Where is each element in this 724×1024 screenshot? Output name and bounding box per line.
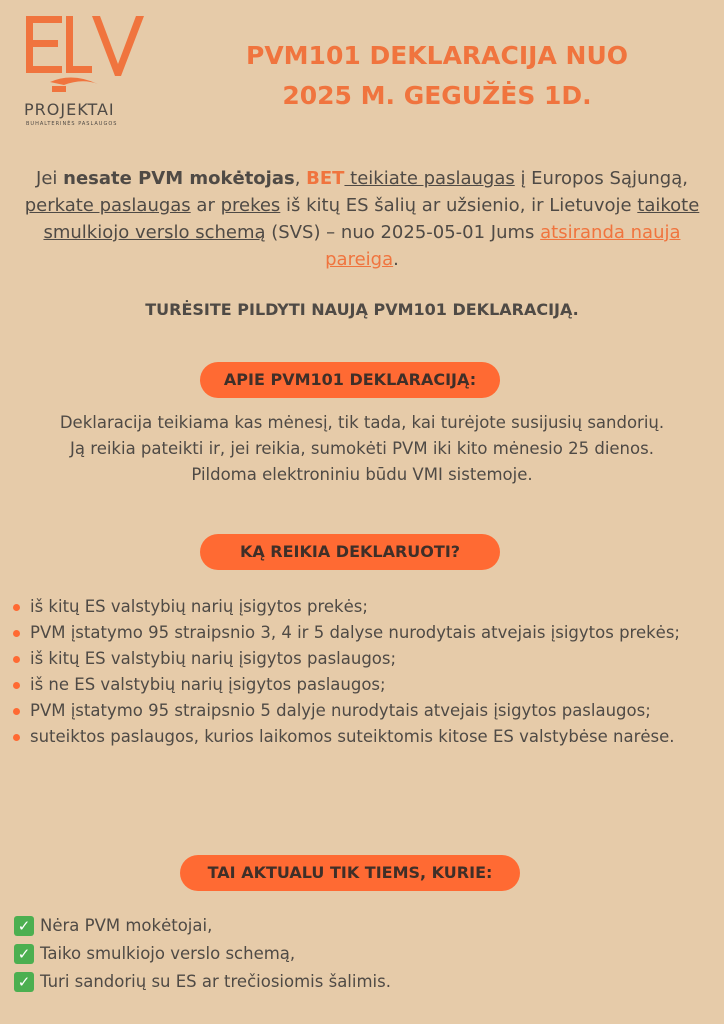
relevant-list <box>14 912 391 996</box>
section-title-about: APIE PVM101 DEKLARACIJĄ: <box>200 362 500 398</box>
main-headline: TURĖSITE PILDYTI NAUJĄ PVM101 DEKLARACIJĄ. <box>145 300 579 319</box>
intro-underline-svs: taikote smulkiojo verslo schemą <box>43 195 700 243</box>
list-item: iš kitų ES valstybių narių įsigytos prekės; <box>10 594 710 620</box>
about-line: Deklaracija teikiama kas mėnesį, tik tada, kai turėjote susijusių sandorių. <box>59 413 665 432</box>
check-icon: ✓ <box>14 944 34 964</box>
title-line-2: 2025 M. GEGUŽĖS 1D. <box>282 81 592 110</box>
check-item <box>14 940 391 968</box>
check-item-label: Nėra PVM mokėtojai, <box>40 916 213 935</box>
check-icon: ✓ <box>14 916 34 936</box>
intro-underline-new-duty: atsiranda nauja pareiga <box>325 222 681 270</box>
intro-text: . <box>393 249 399 270</box>
list-item: suteiktos paslaugos, kurios laikomos suteiktomis kitose ES valstybėse narėse. <box>10 724 710 750</box>
title-line-1: PVM101 DEKLARACIJA NUO <box>246 41 628 70</box>
list-item: iš ne ES valstybių narių įsigytos paslaugos; <box>10 672 710 698</box>
check-item <box>14 968 391 996</box>
list-item: PVM įstatymo 95 straipsnio 3, 4 ir 5 dalyse nurodytais atvejais įsigytos prekės; <box>10 620 710 646</box>
section-title-relevant: TAI AKTUALU TIK TIEMS, KURIE: <box>180 855 520 891</box>
intro-underline-goods: prekes <box>220 195 281 216</box>
intro-bold-not-payer: nesate PVM mokėtojas <box>63 168 295 189</box>
list-item: iš kitų ES valstybių narių įsigytos paslaugos; <box>10 646 710 672</box>
intro-underline-services: teikiate paslaugas <box>344 168 515 189</box>
list-item: PVM įstatymo 95 straipsnio 5 dalyje nurodytais atvejais įsigytos paslaugos; <box>10 698 710 724</box>
check-item <box>14 912 391 940</box>
about-line: Ją reikia pateikti ir, jei reikia, sumokėti PVM iki kito mėnesio 25 dienos. <box>70 439 654 458</box>
check-icon: ✓ <box>14 972 34 992</box>
page-title <box>190 36 684 116</box>
check-item-label: Turi sandorių su ES ar trečiosiomis šalimis. <box>40 972 391 991</box>
logo-tagline: BUHALTERINĖS PASLAUGOS <box>26 121 118 127</box>
check-item-label: Taiko smulkiojo verslo schemą, <box>40 944 296 963</box>
about-text <box>5 410 719 488</box>
about-line: Pildoma elektroniniu būdu VMI sistemoje. <box>191 465 533 484</box>
intro-text: į Europos Sąjungą, <box>514 168 688 189</box>
intro-text: , <box>294 168 307 189</box>
intro-text: Jei <box>36 168 64 189</box>
intro-bold-but: BET <box>306 168 345 189</box>
section-title-declare: KĄ REIKIA DEKLARUOTI? <box>200 534 500 570</box>
intro-text: iš kitų ES šalių ar užsienio, ir Lietuvoje <box>280 195 638 216</box>
logo-name: PROJEKTAI <box>24 100 115 119</box>
intro-text: (SVS) – nuo 2025-05-01 Jums <box>265 222 541 243</box>
intro-underline-buy-services: perkate paslaugas <box>24 195 191 216</box>
declare-list <box>10 594 710 750</box>
intro-text: ar <box>190 195 221 216</box>
intro-paragraph <box>10 165 714 273</box>
